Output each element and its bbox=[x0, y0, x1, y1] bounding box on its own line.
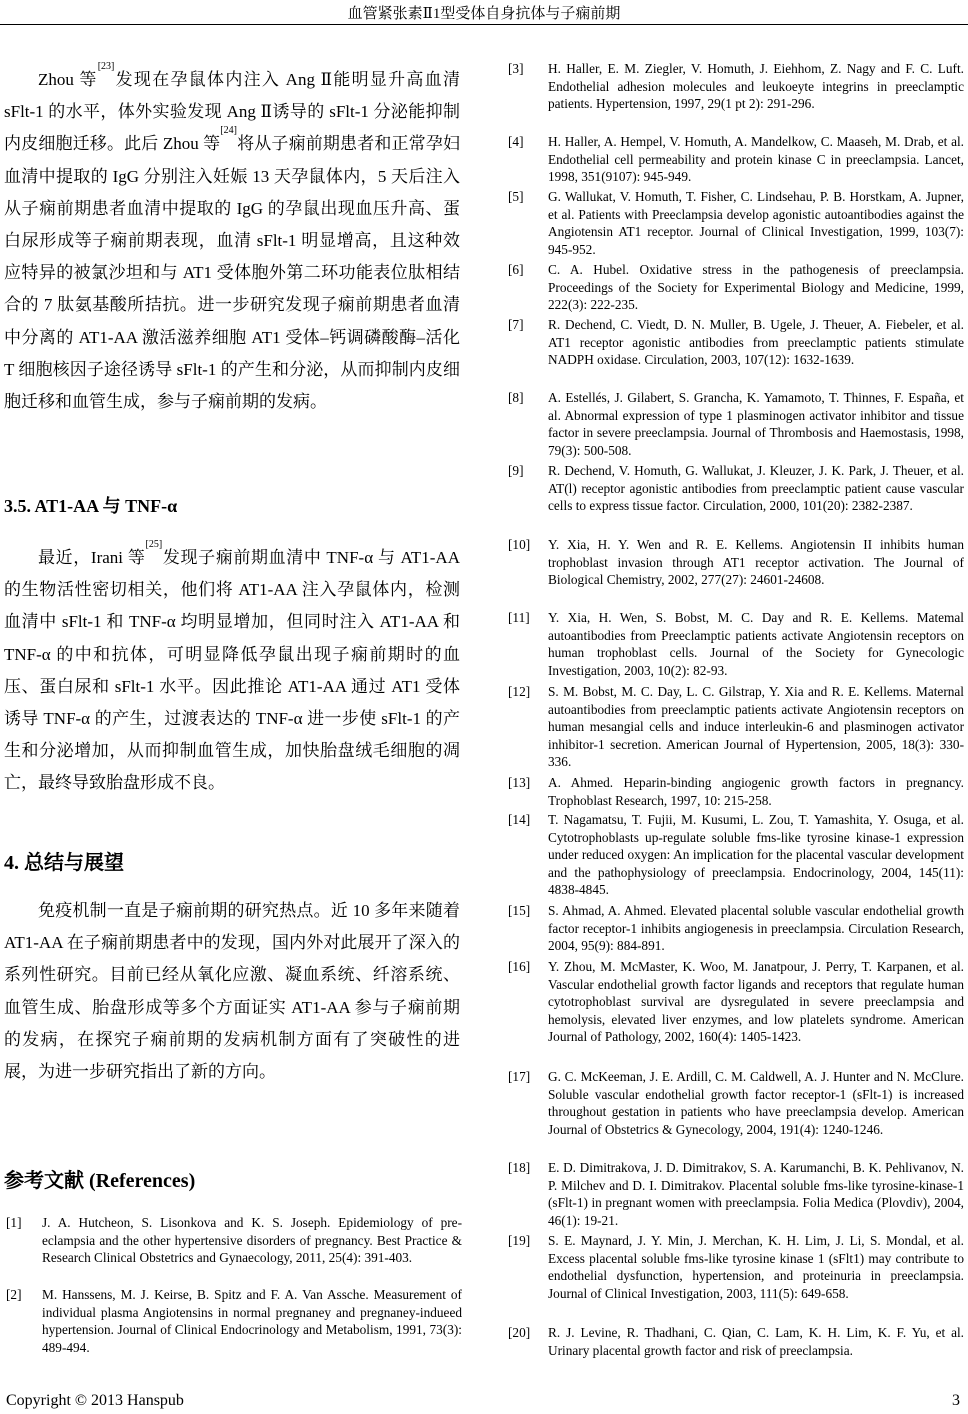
para2-prefix: 最近，Irani 等 bbox=[38, 548, 146, 567]
citation-25[interactable]: [25] bbox=[145, 539, 163, 550]
reference-number: [15] bbox=[508, 903, 531, 918]
reference-number: [2] bbox=[6, 1287, 22, 1302]
reference-number: [13] bbox=[508, 775, 531, 790]
reference-number: [14] bbox=[508, 812, 531, 827]
reference-number: [3] bbox=[508, 61, 524, 76]
reference-number: [5] bbox=[508, 189, 524, 204]
paragraph-irani bbox=[4, 539, 460, 800]
paragraph-zhou bbox=[4, 61, 461, 418]
references-heading: 参考文献 (References) bbox=[4, 1170, 196, 1192]
reference-text: R. Dechend, V. Homuth, G. Wallukat, J. Kleuzer, J. K. Park, J. Theuer, et al. AT(l) receptor agonistic antibodies from preeclamptic patient cause vascular cells to express tissue factor. Circulation, 2000, 101(20): 2382-2387. bbox=[548, 463, 964, 513]
paragraph-conclusion: 免疫机制一直是子痫前期的研究热点。近 10 多年来随着 AT1-AA 在子痫前期患者中的发现，国内外对此展开了深入的系列性研究。目前已经从氧化应激、凝血系统、纤溶系统、血管生成、胎盘形成等多个方面证实 AT1-AA 参与子痫前期的发病，在探究子痫前期的发病机制方面有了突破性的进展，为进一步研究指出了新的方向。 bbox=[4, 901, 460, 1082]
reference-text: R. J. Levine, R. Thadhani, C. Qian, C. Lam, K. H. Lim, K. F. Yu, et al. Urinary placental growth factor and risk of preeclampsia. bbox=[548, 1325, 964, 1358]
reference-number: [9] bbox=[508, 463, 524, 478]
reference-number: [8] bbox=[508, 390, 524, 405]
reference-number: [18] bbox=[508, 1160, 531, 1175]
reference-text: H. Haller, A. Hempel, V. Homuth, A. Mandelkow, C. Maaseh, M. Drab, et al. Endothelial cell permeability and protein kinase C in preeclampsia. Lancet, 1998, 351(9107): 945-949. bbox=[548, 134, 964, 184]
reference-text: R. Dechend, C. Viedt, D. N. Muller, B. Ugele, J. Theuer, A. Fiebeler, et al. AT1 receptor agonistic antibodies from preeclamptic patients stimulate NADPH oxidase. Circulation, 2003, 107(12): 1632-1639. bbox=[548, 317, 964, 367]
page-number: 3 bbox=[952, 1392, 960, 1409]
citation-24[interactable]: [24] bbox=[220, 125, 237, 137]
copyright: Copyright © 2013 Hanspub bbox=[6, 1392, 184, 1409]
reference-number: [4] bbox=[508, 134, 524, 149]
para1-mid: 发现在孕鼠体内注入 Ang Ⅱ能明显升高血清 sFlt-1 的水平，体外实验发现 Ang Ⅱ诱导的 sFlt-1 分泌能抑制内皮细胞迁移。此后 Zhou 等 bbox=[4, 70, 460, 154]
reference-number: [16] bbox=[508, 959, 531, 974]
reference-text: G. Wallukat, V. Homuth, T. Fisher, C. Lindsehau, P. B. Horstkam, A. Jupner, et al. Patients with Preeclampsia develop agonistic autoantibodies against the Angiotensin AT1 receptor. Journal of Clinical Investigation, 1999, 103(7): 945-952. bbox=[548, 189, 964, 257]
para1-prefix: Zhou 等 bbox=[38, 70, 98, 89]
reference-number: [17] bbox=[508, 1069, 531, 1084]
reference-text: M. Hanssens, M. J. Keirse, B. Spitz and F. A. Van Assche. Measurement of individual plasma Angiotensins in normal pregnaney and pregnaney-indueed hypertension. Journal of Clinical Endocrinology and Metabolism, 1991, 73(3): 489-494. bbox=[42, 1287, 462, 1355]
header-rule bbox=[0, 24, 968, 25]
left-column-2 bbox=[4, 539, 460, 800]
reference-text: C. A. Hubel. Oxidative stress in the pathogenesis of preeclampsia. Proceedings of the Society for Experimental Biology and Medicine, 1999, 222(3): 222-235. bbox=[548, 262, 964, 312]
reference-number: [7] bbox=[508, 317, 524, 332]
para1-rest: 将从子痫前期患者和正常孕妇血清中提取的 IgG 分别注入妊娠 13 天孕鼠体内，5 天后注入从子痫前期患者血清中提取的 IgG 的孕鼠出现血压升高、蛋白尿形成等子痫前期表现，血清 sFlt-1 明显增高，且这种效应特异的被氯沙坦和与 AT1 受体胞外第二环功能表位肽相结合的 7 肽氨基酸所拮抗。进一步研究发现子痫前期患者血清中分离的 AT1-AA 激活滋养细胞 AT1 受体–钙调磷酸酶–活化 T 细胞核因子途径诱导 sFlt-1 的产生和分泌，从而抑制内皮细胞迁移和血管生成，参与子痫前期的发病。 bbox=[4, 134, 461, 412]
reference-text: S. E. Maynard, J. Y. Min, J. Merchan, K. H. Lim, J. Li, S. Mondal, et al. Excess placental soluble fms-like tyrosine kinase 1 (sFlt1) may contribute to endothelial dysfunction, hypertension, and proteinuria in preeclampsia. Journal of Clinical Investigation, 2003, 111(5): 649-658. bbox=[548, 1233, 964, 1301]
para2-rest: 发现子痫前期血清中 TNF-α 与 AT1-AA 的生物活性密切相关，他们将 AT1-AA 注入孕鼠体内，检测血清中 sFlt-1 和 TNF-α 均明显增加，但同时注入 AT1-AA 和 TNF-α 的中和抗体，可明显降低孕鼠出现子痫前期时的血压、蛋白尿和 sFlt-1 水平。因此推论 AT1-AA 通过 AT1 受体诱导 TNF-α 的产生，过渡表达的 TNF-α 进一步使 sFlt-1 的产生和分泌增加，从而抑制血管生成，加快胎盘绒毛细胞的凋亡，最终导致胎盘形成不良。 bbox=[4, 548, 460, 793]
reference-number: [6] bbox=[508, 262, 524, 277]
reference-number: [10] bbox=[508, 537, 531, 552]
reference-text: G. C. McKeeman, J. E. Ardill, C. M. Caldwell, A. J. Hunter and N. McClure. Soluble vascular endothelial growth factor receptor-1 (sFlt-1) is increased throughout gestation in patients who have preeclampsia develop. American Journal of Obstetrics & Gynecology, 2004, 191(4): 1240-1246. bbox=[548, 1069, 964, 1137]
citation-23[interactable]: [23] bbox=[97, 61, 115, 72]
section-heading-4: 4. 总结与展望 bbox=[4, 852, 124, 874]
section-heading-3-5: 3.5. AT1-AA 与 TNF-α bbox=[4, 496, 178, 516]
running-header: 血管紧张素Ⅱ1型受体自身抗体与子痫前期 bbox=[347, 6, 621, 22]
reference-text: A. Ahmed. Heparin-binding angiogenic growth factors in pregnancy. Trophoblast Research, 1997, 10: 215-258. bbox=[548, 775, 964, 808]
reference-text: H. Haller, E. M. Ziegler, V. Homuth, J. Eiehhom, Z. Nagy and F. C. Luft. Endothelial adhesion molecules and leukoeyte integrins in preeclamptic patients. Hypertension, 1997, 29(1 pt 2): 291-296. bbox=[548, 61, 964, 111]
left-column-3 bbox=[4, 895, 460, 1088]
reference-text: Y. Xia, H. Wen, S. Bobst, M. C. Day and R. E. Kellems. Matemal autoantibodies from Preeclamptic patients activate Angiotensin receptors on human trophoblast cells. Journal of the Society for Gynecologic Investigation, 2003, 10(2): 82-93. bbox=[548, 610, 964, 678]
reference-number: [19] bbox=[508, 1233, 531, 1248]
reference-text: Y. Xia, H. Y. Wen and R. E. Kellems. Angiotensin II inhibits human trophoblast invasion through AT1 receptor activation. The Journal of Biological Chemistry, 2002, 277(27): 24601-24608. bbox=[548, 537, 964, 587]
reference-text: S. Ahmad, A. Ahmed. Elevated placental soluble vascular endothelial growth factor receptor-1 inhibits angiogenesis in preeclampsia. Circulation Research, 2004, 95(9): 884-891. bbox=[548, 903, 964, 953]
reference-text: A. Estellés, J. Gilabert, S. Grancha, K. Yamamoto, T. Thinnes, F. España, et al. Abnormal expression of type 1 plasminogen activator inhibitor and tissue factor in severe preeclampsia. Journal of Thrombosis and Haemostasis, 1998, 79(3): 500-508. bbox=[548, 390, 964, 458]
reference-number: [11] bbox=[508, 610, 530, 625]
reference-number: [1] bbox=[6, 1215, 22, 1230]
reference-text: Y. Zhou, M. McMaster, K. Woo, M. Janatpour, J. Perry, T. Karpanen, et al. Vascular endothelial growth factor ligands and receptors that regulate human cytotrophoblast survival are dysregulated in severe preeclampsia and hemolysis, elevated liver enzymes, and low platelets syndrome. American Journal of Pathology, 2002, 160(4): 1405-1423. bbox=[548, 959, 964, 1044]
left-column bbox=[4, 61, 461, 418]
reference-number: [20] bbox=[508, 1325, 531, 1340]
reference-text: T. Nagamatsu, T. Fujii, M. Kusumi, L. Zou, T. Yamashita, Y. Osuga, et al. Cytotrophoblasts up-regulate soluble fms-like tyrosine kinase-1 expression under reduced oxygen: An implication for the placental vascular development and the pathophysiology of preeclampsia. Endocrinology, 2004, 145(11): 4838-4845. bbox=[548, 812, 964, 897]
reference-text: J. A. Hutcheon, S. Lisonkova and K. S. Joseph. Epidemiology of pre-eclampsia and the other hypertensive disorders of pregnancy. Best Practice & Research Clinical Obstetrics and Gynaecology, 2011, 25(4): 391-403. bbox=[42, 1215, 462, 1265]
reference-text: S. M. Bobst, M. C. Day, L. C. Gilstrap, Y. Xia and R. E. Kellems. Maternal autoantibodies from preeclamptic patients activate Angiotensin receptors on human mesangial cells and induce interleukin-6 and plasminogen activator inhibitor-1 secretion. American Journal of Hypertension, 2005, 18(3): 330-336. bbox=[548, 684, 964, 769]
reference-number: [12] bbox=[508, 684, 531, 699]
reference-text: E. D. Dimitrakova, J. D. Dimitrakov, S. A. Karumanchi, B. K. Pehlivanov, N. P. Milchev and D. I. Dimitrakov. Placental soluble fms-like tyrosine-kinase-1 (sFlt-1) in pregnant women with preeclampsia. Folia Medica (Plovdiv), 2004, 46(1): 19-21. bbox=[548, 1160, 964, 1228]
